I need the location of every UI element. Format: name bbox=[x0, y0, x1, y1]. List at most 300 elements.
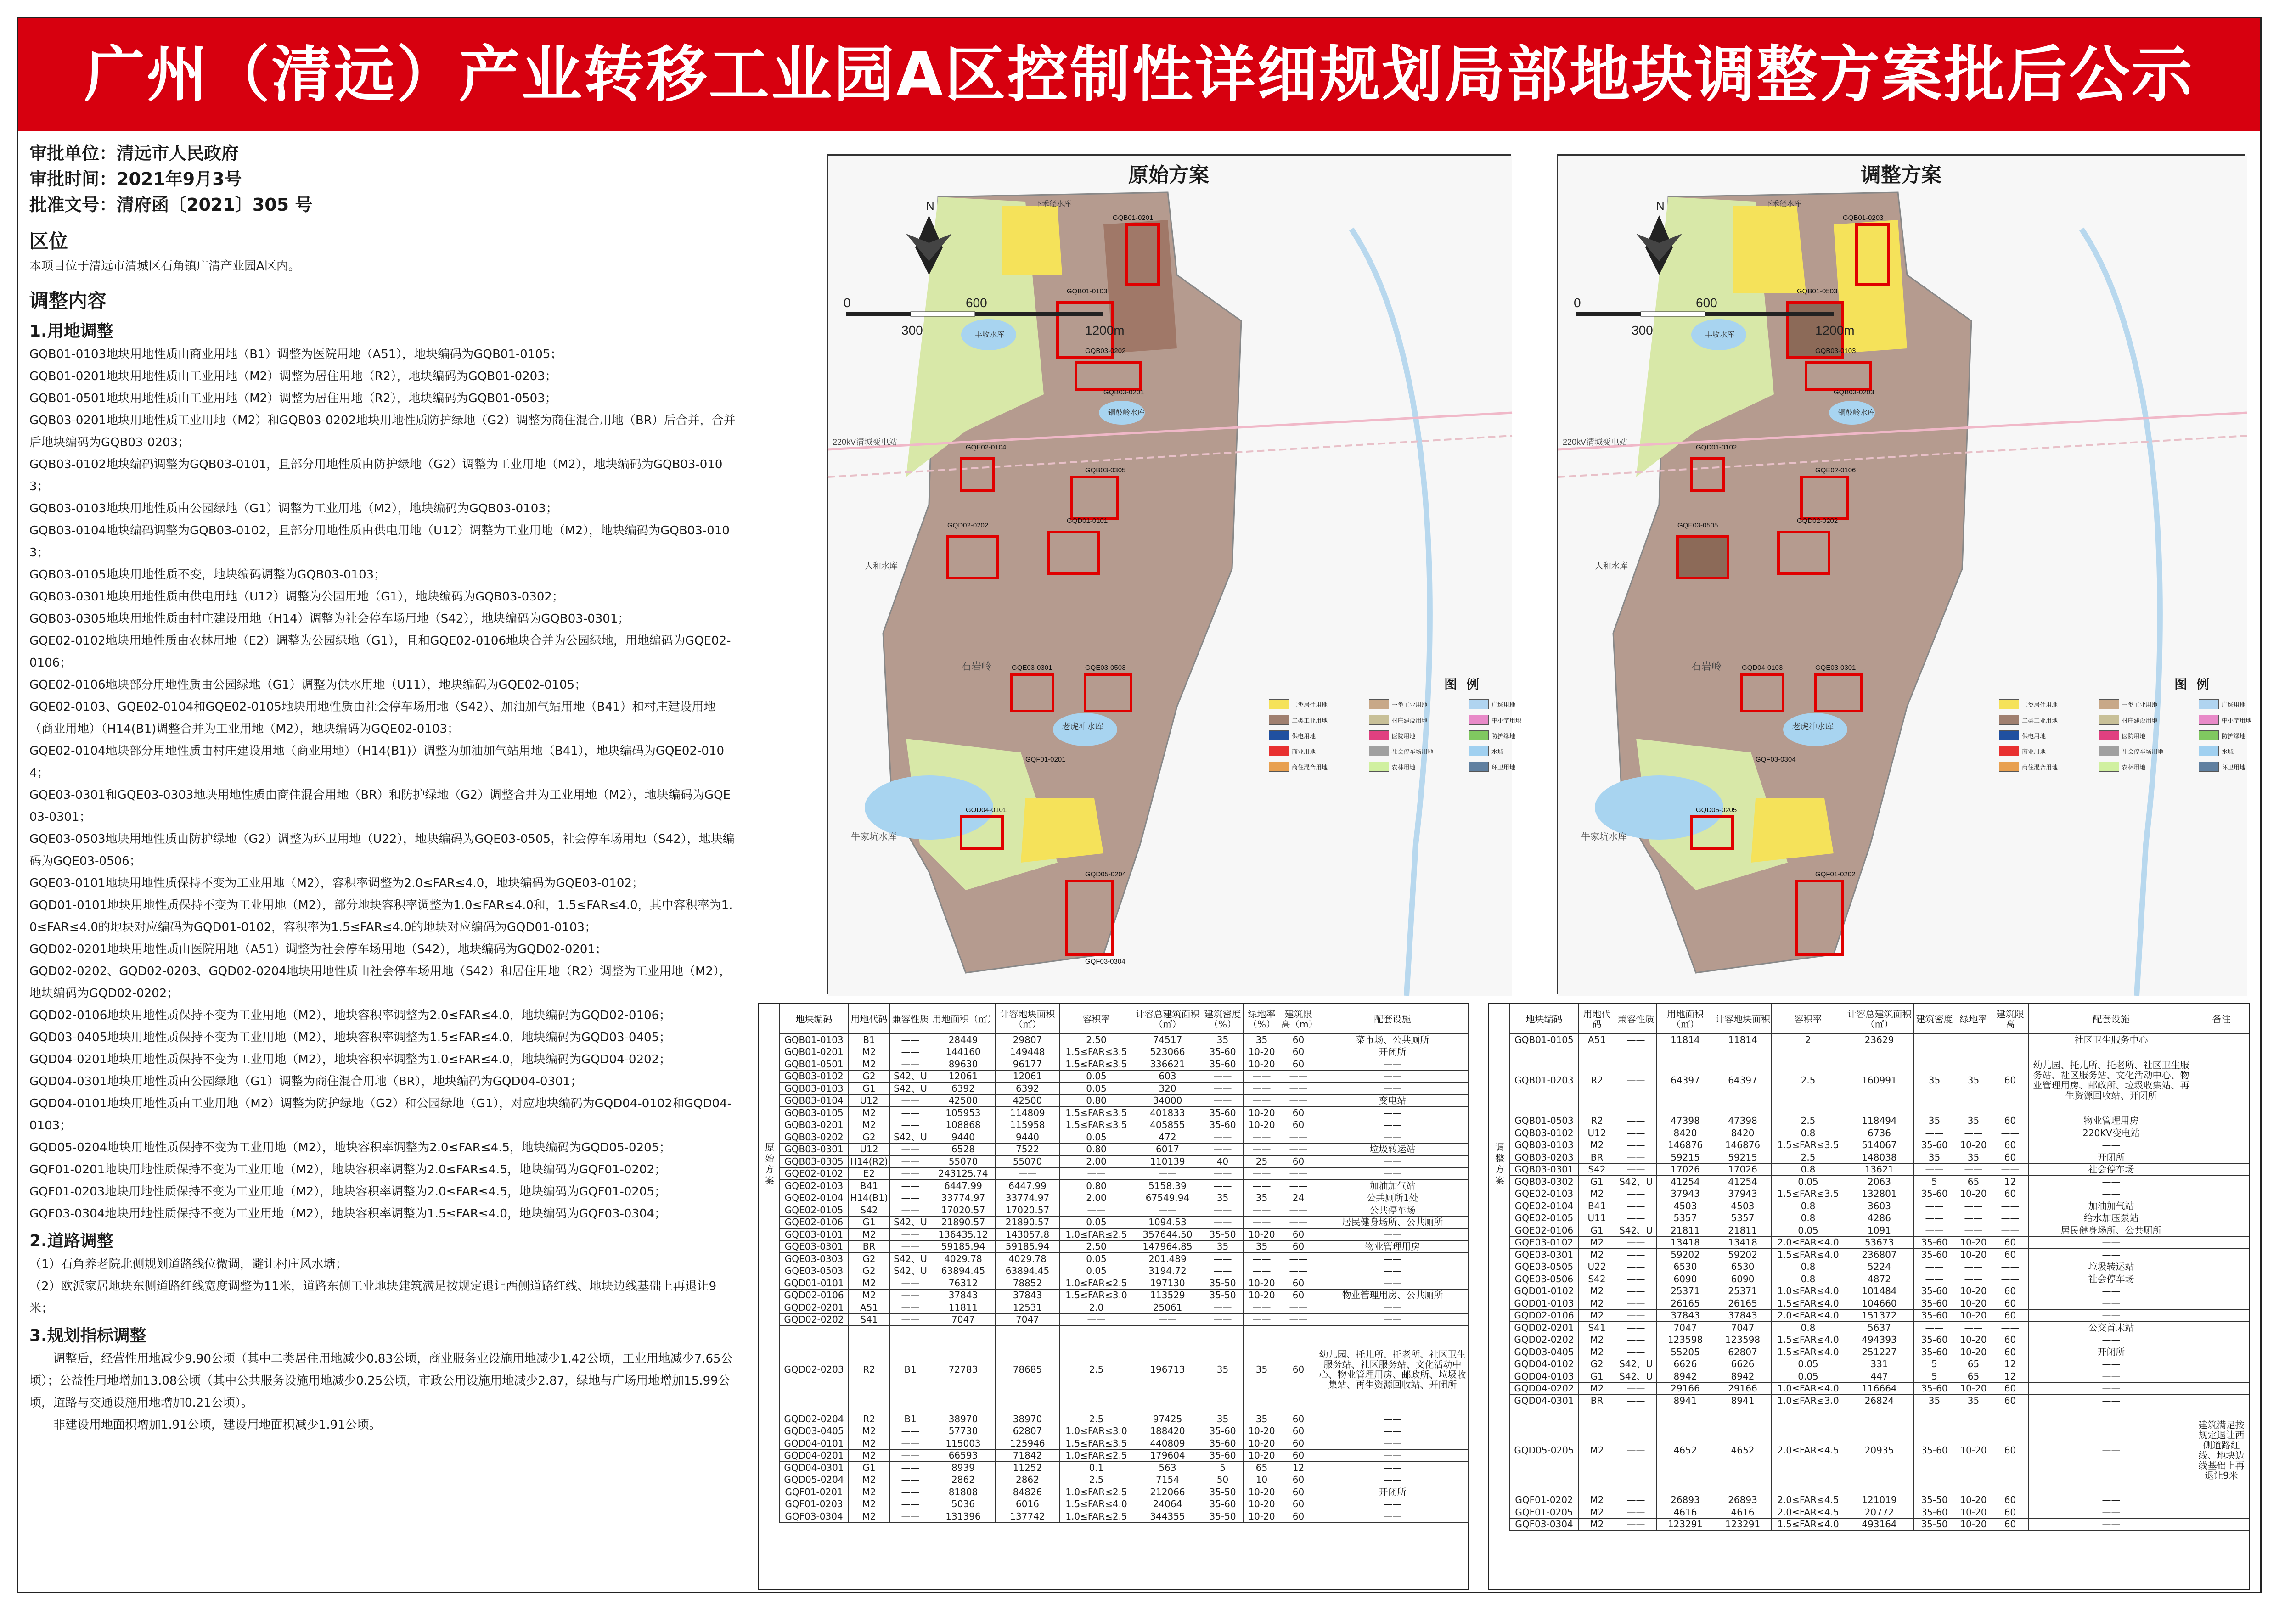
table-cell: 开闭所 bbox=[1317, 1046, 1469, 1058]
table-cell: 3603 bbox=[1845, 1200, 1914, 1212]
table-cell: 116664 bbox=[1845, 1382, 1914, 1395]
table-row bbox=[1510, 1139, 2249, 1151]
table-cell: 603 bbox=[1133, 1070, 1202, 1083]
table-cell: GQB03-0104 bbox=[780, 1094, 849, 1107]
landuse-heading: 1.用地调整 bbox=[29, 322, 113, 341]
landuse-item: GQE03-0301和GQE03-0303地块用地性质由商住混合用地（BR）和防护绿地（G2）调整合并为工业用地（M2），地块编码为GQE03-0301； bbox=[29, 788, 731, 824]
table-cell: 2.5 bbox=[1772, 1151, 1845, 1164]
table-cell: 78852 bbox=[996, 1277, 1060, 1290]
table-row bbox=[780, 1070, 1469, 1083]
table-cell bbox=[2194, 1334, 2249, 1346]
landuse-item: GQE03-0101地块用地性质保持不变为工业用地（M2），容积率调整为2.0≤FAR≤4.0，地块编码为GQE03-0102； bbox=[29, 876, 644, 890]
table-row bbox=[780, 1204, 1469, 1217]
table-cell: M2 bbox=[849, 1119, 890, 1131]
table-cell: GQD01-0101 bbox=[780, 1277, 849, 1290]
table-cell: 35 bbox=[1955, 1115, 1992, 1127]
table-row bbox=[780, 1289, 1469, 1301]
table-cell: 5 bbox=[1914, 1370, 1955, 1383]
table-cell: M2 bbox=[1579, 1188, 1615, 1200]
table-cell: 60 bbox=[1992, 1115, 2029, 1127]
landuse-item: GQB03-0301地块用地性质由供电用地（U12）调整为公园用地（G1），地块编码为GQB03-0302； bbox=[29, 590, 564, 604]
table-cell: G1 bbox=[1579, 1224, 1615, 1237]
table-cell: 物业管理用房、公共厕所 bbox=[1317, 1289, 1469, 1301]
table-cell: 21811 bbox=[1714, 1224, 1772, 1237]
table-cell: —— bbox=[1202, 1083, 1244, 1095]
table-cell: 1.0≤FAR≤3.0 bbox=[1772, 1395, 1845, 1407]
table-cell: S41 bbox=[849, 1313, 890, 1326]
legend-swatch bbox=[2099, 746, 2119, 756]
table-cell: —— bbox=[1317, 1437, 1469, 1450]
table-cell: 6447.99 bbox=[996, 1180, 1060, 1192]
table-cell: GQE03-0301 bbox=[780, 1240, 849, 1253]
table-row bbox=[780, 1498, 1469, 1510]
table-cell: —— bbox=[890, 1143, 931, 1156]
table-cell: G1 bbox=[849, 1216, 890, 1229]
legend-swatch bbox=[2099, 762, 2119, 772]
table-cell: S42、U bbox=[890, 1131, 931, 1144]
legend-label: 商业用地 bbox=[2022, 748, 2046, 756]
table-cell: 10-20 bbox=[1244, 1425, 1280, 1437]
legend-title: 图例 bbox=[1444, 677, 1488, 692]
table-cell: —— bbox=[1615, 1322, 1657, 1334]
table-cell: 6626 bbox=[1657, 1358, 1714, 1370]
table-cell: —— bbox=[1244, 1167, 1280, 1180]
table-row bbox=[780, 1449, 1469, 1462]
table-cell: 26165 bbox=[1714, 1297, 1772, 1310]
table-cell: 63894.45 bbox=[931, 1265, 996, 1277]
table-cell: 2.5 bbox=[1060, 1413, 1133, 1425]
table-cell bbox=[2194, 1127, 2249, 1139]
table-cell: 8942 bbox=[1657, 1370, 1714, 1383]
table-cell: 35-50 bbox=[1914, 1494, 1955, 1506]
table-cell: —— bbox=[1615, 1285, 1657, 1297]
legend-item bbox=[1369, 762, 1464, 772]
table-cell: —— bbox=[1317, 1119, 1469, 1131]
table-cell: 25061 bbox=[1133, 1301, 1202, 1314]
table-cell: 60 bbox=[1992, 1249, 2029, 1261]
legend-item bbox=[2099, 746, 2195, 756]
table-cell bbox=[2194, 1346, 2249, 1358]
legend-label: 水域 bbox=[1491, 748, 1504, 756]
table-cell: 1094.53 bbox=[1133, 1216, 1202, 1229]
table-row bbox=[780, 1107, 1469, 1119]
table-cell: 0.8 bbox=[1772, 1322, 1845, 1334]
table-cell: —— bbox=[1244, 1143, 1280, 1156]
table-cell: 35-60 bbox=[1914, 1139, 1955, 1151]
table-cell: S42 bbox=[1579, 1273, 1615, 1285]
table-cell: 440809 bbox=[1133, 1437, 1202, 1450]
table-cell: 20935 bbox=[1845, 1407, 1914, 1494]
table-row bbox=[780, 1277, 1469, 1290]
table-cell: 12061 bbox=[931, 1070, 996, 1083]
parcel-code: GQB01-0203 bbox=[1843, 214, 1884, 222]
table-cell: GQD01-0102 bbox=[1510, 1285, 1579, 1297]
place-label: 220kV清城变电站 bbox=[1563, 438, 1628, 447]
table-cell: 物业管理用房 bbox=[2029, 1115, 2194, 1127]
table-cell: —— bbox=[1992, 1163, 2029, 1176]
table-cell: G2 bbox=[849, 1265, 890, 1277]
table-row bbox=[780, 1046, 1469, 1058]
table-cell: —— bbox=[1615, 1346, 1657, 1358]
table-cell: 25371 bbox=[1657, 1285, 1714, 1297]
table-cell: 0.05 bbox=[1060, 1083, 1133, 1095]
table-cell: 5 bbox=[1202, 1462, 1244, 1474]
table-cell: —— bbox=[2029, 1382, 2194, 1395]
table-cell bbox=[2194, 1115, 2249, 1127]
original-plan-table bbox=[758, 1003, 1469, 1590]
table-cell: 131396 bbox=[931, 1510, 996, 1523]
table-cell: 4652 bbox=[1714, 1407, 1772, 1494]
parcel-code: GQF01-0201 bbox=[1025, 756, 1066, 763]
parcel-code: GQE03-0301 bbox=[1012, 664, 1052, 672]
legend-swatch bbox=[2099, 730, 2119, 740]
adjusted-plan-title: 调整方案 bbox=[1861, 163, 1941, 187]
table-cell: 8420 bbox=[1714, 1127, 1772, 1139]
table-cell: —— bbox=[2029, 1188, 2194, 1200]
table-cell: 2.0≤FAR≤4.5 bbox=[1772, 1494, 1845, 1506]
landuse-item: GQD03-0405地块用地性质保持不变为工业用地（M2），地块容积率调整为1.5≤FAR≤4.0，地块编码为GQD03-0405； bbox=[29, 1031, 671, 1044]
table-cell bbox=[2194, 1249, 2249, 1261]
table-cell: 35-50 bbox=[1914, 1518, 1955, 1531]
legend-swatch bbox=[1369, 762, 1389, 772]
table-cell: S42、U bbox=[890, 1253, 931, 1265]
residential-north bbox=[1733, 206, 1806, 293]
legend-swatch bbox=[1269, 715, 1289, 725]
landuse-item: GQF01-0203地块用地性质保持不变为工业用地（M2），地块容积率调整为2.0≤FAR≤4.5，地块编码为GQF01-0205； bbox=[29, 1185, 667, 1199]
table-cell: —— bbox=[2029, 1249, 2194, 1261]
table-cell: 5357 bbox=[1657, 1212, 1714, 1224]
legend-item bbox=[1369, 730, 1464, 740]
table-row bbox=[780, 1301, 1469, 1314]
table-cell: —— bbox=[1202, 1180, 1244, 1192]
table-cell: —— bbox=[1280, 1204, 1317, 1217]
table-cell: 35-60 bbox=[1202, 1425, 1244, 1437]
table-cell: 21890.57 bbox=[931, 1216, 996, 1229]
table-cell: 1.5≤FAR≤3.5 bbox=[1060, 1046, 1133, 1058]
legend-label: 村庄建设用地 bbox=[2122, 717, 2158, 724]
table-cell: —— bbox=[1615, 1046, 1657, 1115]
table-cell: 563 bbox=[1133, 1462, 1202, 1474]
table-cell: —— bbox=[1615, 1188, 1657, 1200]
table-cell: 35 bbox=[1955, 1395, 1992, 1407]
table-row bbox=[780, 1240, 1469, 1253]
table-cell: 35-60 bbox=[1914, 1249, 1955, 1261]
legend-label: 农林用地 bbox=[2122, 764, 2146, 771]
table-cell: —— bbox=[1244, 1131, 1280, 1144]
table-cell: —— bbox=[1060, 1204, 1133, 1217]
legend-item bbox=[1469, 715, 1564, 725]
table-cell: 2.50 bbox=[1060, 1240, 1133, 1253]
table-cell: —— bbox=[1615, 1506, 1657, 1519]
table-cell: 81808 bbox=[931, 1486, 996, 1498]
table-cell: —— bbox=[1317, 1156, 1469, 1168]
legend-swatch bbox=[2199, 730, 2219, 740]
parcel-code: GQB03-0103 bbox=[1815, 347, 1856, 355]
table-cell: 3194.72 bbox=[1133, 1265, 1202, 1277]
table-cell: 0.05 bbox=[1060, 1216, 1133, 1229]
table-cell: —— bbox=[1955, 1212, 1992, 1224]
table-cell bbox=[2194, 1506, 2249, 1519]
parcel-code: GQD01-0101 bbox=[1067, 517, 1108, 525]
table-cell: 10-20 bbox=[1244, 1498, 1280, 1510]
table-cell: 公交首末站 bbox=[2029, 1322, 2194, 1334]
table-cell: 17026 bbox=[1657, 1163, 1714, 1176]
adjusted-plan-map bbox=[1557, 154, 2252, 994]
table-cell: 4616 bbox=[1714, 1506, 1772, 1519]
table-cell: 开闭所 bbox=[2029, 1151, 2194, 1164]
table-row bbox=[780, 1058, 1469, 1071]
table-cell: 24064 bbox=[1133, 1498, 1202, 1510]
table-cell: 236807 bbox=[1845, 1249, 1914, 1261]
table-row bbox=[780, 1326, 1469, 1413]
table-cell: GQD04-0301 bbox=[780, 1462, 849, 1474]
table-cell: 76312 bbox=[931, 1277, 996, 1290]
landuse-item: GQB03-0105地块用地性质不变，地块编码调整为GQB03-0103； bbox=[29, 568, 386, 582]
legend-swatch bbox=[1999, 715, 2019, 725]
legend-item bbox=[1999, 762, 2094, 772]
table-cell: GQD04-0201 bbox=[780, 1449, 849, 1462]
table-cell: 65 bbox=[1955, 1370, 1992, 1383]
landuse-item: GQE02-0103、GQE02-0104和GQE02-0105地块用地性质由社会停车场用地（S42）、加油加气站用地（B41）和村庄建设用地（商业用地）（H14(B1)调整合并为工业用地（M2），地块编码为GQE02-0103； bbox=[29, 700, 716, 736]
table-cell: GQB01-0201 bbox=[780, 1046, 849, 1058]
table-cell: —— bbox=[1280, 1265, 1317, 1277]
table-cell: GQE02-0103 bbox=[780, 1180, 849, 1192]
table-cell: B1 bbox=[890, 1326, 931, 1413]
table-cell: H14(R2) bbox=[849, 1156, 890, 1168]
table-row bbox=[1510, 1273, 2249, 1285]
table-cell: 331 bbox=[1845, 1358, 1914, 1370]
table-cell: S42、U bbox=[890, 1070, 931, 1083]
parcel-code: GQB03-0202 bbox=[1085, 347, 1126, 355]
table-cell: —— bbox=[1202, 1131, 1244, 1144]
table-cell: B1 bbox=[890, 1413, 931, 1425]
landuse-item: GQB03-0103地块用地性质由公园绿地（G1）调整为工业用地（M2），地块编码为GQB03-0103； bbox=[29, 502, 558, 516]
scale-label: 0 bbox=[1574, 296, 1581, 310]
table-cell: 57730 bbox=[931, 1425, 996, 1437]
table-cell: 65 bbox=[1244, 1462, 1280, 1474]
table-cell: 6090 bbox=[1714, 1273, 1772, 1285]
table-cell: 63894.45 bbox=[996, 1265, 1060, 1277]
table-cell: 12 bbox=[1992, 1358, 2029, 1370]
road-list bbox=[29, 1253, 737, 1319]
table-cell: —— bbox=[1133, 1167, 1202, 1180]
table-cell: 401833 bbox=[1133, 1107, 1202, 1119]
table-cell: 7522 bbox=[996, 1143, 1060, 1156]
table-cell: —— bbox=[1914, 1200, 1955, 1212]
table-cell: —— bbox=[890, 1462, 931, 1474]
table-header: 用地代码 bbox=[1579, 1004, 1615, 1034]
table-cell: 357644.50 bbox=[1133, 1229, 1202, 1241]
table-cell: GQF01-0205 bbox=[1510, 1506, 1579, 1519]
table-cell: —— bbox=[2029, 1309, 2194, 1322]
table-cell: 59202 bbox=[1657, 1249, 1714, 1261]
residential-south bbox=[1751, 798, 1834, 863]
table-cell: —— bbox=[1317, 1083, 1469, 1095]
legend-swatch bbox=[1269, 762, 1289, 772]
legend-label: 环卫用地 bbox=[2222, 764, 2246, 771]
legend-label: 社会停车场用地 bbox=[1391, 748, 1434, 756]
table-cell: —— bbox=[1914, 1127, 1955, 1139]
table-row bbox=[1510, 1358, 2249, 1370]
table-cell: M2 bbox=[849, 1425, 890, 1437]
parcel-code: GQF03-0304 bbox=[1085, 958, 1125, 965]
landuse-item: GQB01-0501地块用地性质由工业用地（M2）调整为居住用地（R2），地块编码为GQB01-0503； bbox=[29, 392, 557, 405]
table-cell: 7047 bbox=[1657, 1322, 1714, 1334]
table-cell: GQD02-0202 bbox=[1510, 1334, 1579, 1346]
table-cell: GQB01-0103 bbox=[780, 1034, 849, 1046]
table-cell: 60 bbox=[1280, 1425, 1317, 1437]
table-cell: 加油加气站 bbox=[1317, 1180, 1469, 1192]
table-cell: GQF03-0304 bbox=[1510, 1518, 1579, 1531]
page-title: 广州（清远）产业转移工业园A区控制性详细规划局部地块调整方案批后公示 bbox=[18, 18, 2260, 131]
table-cell: M2 bbox=[849, 1046, 890, 1058]
table-cell: 132801 bbox=[1845, 1188, 1914, 1200]
table-cell: 33774.97 bbox=[931, 1192, 996, 1204]
table-cell: 60 bbox=[1280, 1510, 1317, 1523]
table-cell: 13418 bbox=[1714, 1236, 1772, 1249]
table-cell: GQB03-0301 bbox=[780, 1143, 849, 1156]
table-cell: 8941 bbox=[1657, 1395, 1714, 1407]
table-cell: GQD04-0102 bbox=[1510, 1358, 1579, 1370]
table-cell: 104660 bbox=[1845, 1297, 1914, 1310]
table-cell: GQE02-0102 bbox=[780, 1167, 849, 1180]
legend-label: 商住混合用地 bbox=[2022, 764, 2058, 771]
table-cell: 60 bbox=[1992, 1382, 2029, 1395]
table-cell: —— bbox=[890, 1301, 931, 1314]
parcel-code: GQD05-0205 bbox=[1696, 806, 1737, 814]
adjusted-map-legend bbox=[1999, 674, 2296, 973]
table-cell bbox=[1914, 1034, 1955, 1046]
residential-north bbox=[1002, 206, 1062, 275]
landuse-list bbox=[29, 343, 737, 1225]
table-cell: S41 bbox=[1579, 1322, 1615, 1334]
table-cell: —— bbox=[1317, 1510, 1469, 1523]
table-cell: 96177 bbox=[996, 1058, 1060, 1071]
table-cell: 社区卫生服务中心 bbox=[2029, 1034, 2194, 1046]
table-cell: 125946 bbox=[996, 1437, 1060, 1450]
table-header: 地块编码 bbox=[780, 1004, 849, 1034]
parcel-code: GQB03-0305 bbox=[1085, 466, 1126, 474]
table-cell: —— bbox=[1317, 1449, 1469, 1462]
table-cell: 179604 bbox=[1133, 1449, 1202, 1462]
table-cell: —— bbox=[1615, 1151, 1657, 1164]
legend-swatch bbox=[1999, 746, 2019, 756]
table-cell: —— bbox=[1955, 1224, 1992, 1237]
table-cell: M2 bbox=[1579, 1494, 1615, 1506]
table-cell: M2 bbox=[849, 1486, 890, 1498]
scale-label: 300 bbox=[901, 323, 923, 337]
table-cell: 35 bbox=[1202, 1192, 1244, 1204]
parcel-code: GQD02-0202 bbox=[947, 522, 989, 529]
table-cell: —— bbox=[1317, 1107, 1469, 1119]
table-cell bbox=[1992, 1034, 2029, 1046]
table-row bbox=[1510, 1200, 2249, 1212]
table-cell: —— bbox=[1317, 1313, 1469, 1326]
table-cell: GQE03-0506 bbox=[1510, 1273, 1579, 1285]
table-cell: —— bbox=[1317, 1058, 1469, 1071]
table-cell bbox=[2194, 1046, 2249, 1115]
scale-label: 600 bbox=[966, 296, 987, 310]
table-cell: —— bbox=[1992, 1322, 2029, 1334]
table-cell: 1.5≤FAR≤3.5 bbox=[1060, 1058, 1133, 1071]
table-cell: GQD05-0204 bbox=[780, 1474, 849, 1486]
table-cell: —— bbox=[890, 1107, 931, 1119]
table-cell: 494393 bbox=[1845, 1334, 1914, 1346]
table-row bbox=[780, 1131, 1469, 1144]
table-cell: 493164 bbox=[1845, 1518, 1914, 1531]
table-cell bbox=[2194, 1285, 2249, 1297]
table-cell: 64397 bbox=[1714, 1046, 1772, 1115]
table-cell: 0.05 bbox=[1772, 1358, 1845, 1370]
table-cell: M2 bbox=[849, 1449, 890, 1462]
table-cell: 29166 bbox=[1714, 1382, 1772, 1395]
table-cell: 23629 bbox=[1845, 1034, 1914, 1046]
table-cell: 2.00 bbox=[1060, 1156, 1133, 1168]
table-cell: 66593 bbox=[931, 1449, 996, 1462]
landuse-item: GQE02-0106地块部分用地性质由公园绿地（G1）调整为供水用地（U11），地块编码为GQE02-0105； bbox=[29, 678, 587, 692]
table-cell: M2 bbox=[1579, 1309, 1615, 1322]
table-cell: —— bbox=[1317, 1277, 1469, 1290]
landuse-item: GQD04-0201地块用地性质保持不变为工业用地（M2），地块容积率调整为1.0≤FAR≤4.0，地块编码为GQD04-0202； bbox=[29, 1053, 671, 1066]
table-cell: GQF01-0203 bbox=[780, 1498, 849, 1510]
table-cell: 2.0 bbox=[1060, 1301, 1133, 1314]
table-cell: —— bbox=[1244, 1216, 1280, 1229]
legend-swatch bbox=[2099, 699, 2119, 709]
table-cell: —— bbox=[1914, 1322, 1955, 1334]
table-cell: 5158.39 bbox=[1133, 1180, 1202, 1192]
table-row bbox=[1510, 1212, 2249, 1224]
table-cell: 123291 bbox=[1714, 1518, 1772, 1531]
table-cell: M2 bbox=[1579, 1249, 1615, 1261]
table-cell: 4652 bbox=[1657, 1407, 1714, 1494]
table-cell: GQE02-0104 bbox=[1510, 1200, 1579, 1212]
table-cell: GQB03-0105 bbox=[780, 1107, 849, 1119]
table-cell: —— bbox=[2029, 1494, 2194, 1506]
table-cell: S42、U bbox=[890, 1083, 931, 1095]
table-cell: 60 bbox=[1280, 1474, 1317, 1486]
table-row bbox=[1510, 1285, 2249, 1297]
table-cell: —— bbox=[1244, 1204, 1280, 1217]
legend-label: 医院用地 bbox=[2122, 733, 2146, 740]
table-cell: 147964.85 bbox=[1133, 1240, 1202, 1253]
legend-item bbox=[1469, 699, 1564, 709]
table-row bbox=[780, 1229, 1469, 1241]
table-cell: —— bbox=[1914, 1273, 1955, 1285]
table-cell bbox=[2194, 1151, 2249, 1164]
table-cell: 60 bbox=[1280, 1240, 1317, 1253]
table-cell: 35 bbox=[1914, 1046, 1955, 1115]
table-cell: 1.5≤FAR≤4.0 bbox=[1772, 1346, 1845, 1358]
table-cell: 60 bbox=[1992, 1506, 2029, 1519]
table-cell: S42、U bbox=[890, 1265, 931, 1277]
table-cell: —— bbox=[1615, 1163, 1657, 1176]
parcel-code: GQB03-0203 bbox=[1834, 388, 1874, 396]
table-cell: 7047 bbox=[996, 1313, 1060, 1326]
table-cell: —— bbox=[1280, 1253, 1317, 1265]
table-cell: —— bbox=[1615, 1261, 1657, 1273]
table-cell: —— bbox=[890, 1156, 931, 1168]
table-cell: 220KV变电站 bbox=[2029, 1127, 2194, 1139]
table-cell: 12061 bbox=[996, 1070, 1060, 1083]
table-cell: A51 bbox=[849, 1301, 890, 1314]
legend-swatch bbox=[1469, 699, 1489, 709]
table-cell: 4503 bbox=[1714, 1200, 1772, 1212]
table-cell: —— bbox=[1955, 1163, 1992, 1176]
table-row bbox=[1510, 1518, 2249, 1531]
table-cell: 垃圾转运站 bbox=[1317, 1143, 1469, 1156]
table-cell: M2 bbox=[1579, 1506, 1615, 1519]
table-cell: —— bbox=[2029, 1176, 2194, 1188]
